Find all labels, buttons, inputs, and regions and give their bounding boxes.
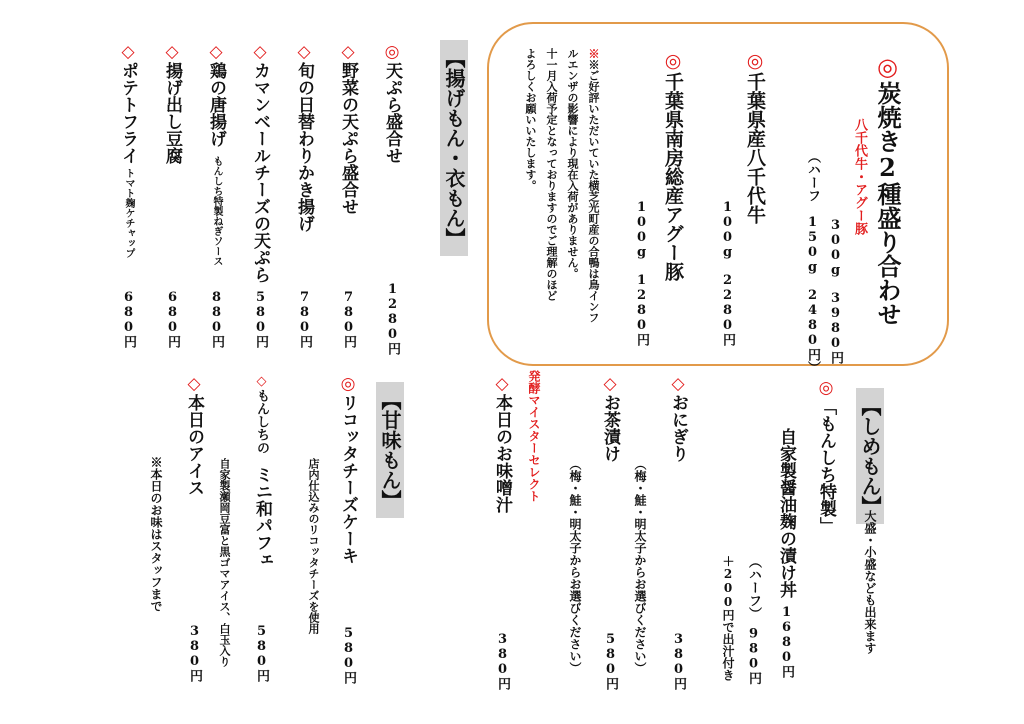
ricotta-price: 580円 (341, 626, 356, 684)
grill-half: （ハーフ 150g 2480円） (805, 150, 820, 374)
parfait: ミニ和パフェ (252, 466, 272, 568)
ice: ◇本日のアイス (184, 374, 204, 496)
agu-title: ◎千葉県南房総産アグー豚 (662, 50, 684, 281)
shime-special-name: 自家製醤油麹の漬け丼 (776, 428, 796, 598)
chazuke: ◇お茶漬け (600, 374, 620, 462)
fried-item-4: ◇カマンベールチーズの天ぷら (250, 42, 270, 283)
shime-special-extra: ＋200円で出汁付き (721, 555, 735, 681)
fried-note-5: もんしち特製ねぎソース (211, 156, 222, 266)
fried-price-2: 780円 (341, 290, 356, 348)
notice-line-2: ルエンザの影響により現在入荷がありません。 (566, 48, 579, 279)
shime-special-half: （ハーフ） 980円 (746, 555, 761, 685)
notice-line-3: 十一月入荷予定となっておりますのでご理解のほど (545, 48, 558, 301)
fried-item-3: ◇旬の日替わりかき揚げ (294, 42, 314, 232)
sweets-header: 【甘味もん】 (376, 382, 404, 518)
parfait-note: 自家製瀬岡豆富と黒ゴマアイス、白玉入り (218, 458, 231, 667)
onigiri: ◇おにぎり (668, 374, 688, 462)
miso: ◇本日のお味噌汁 (492, 374, 512, 513)
fried-header: 【揚げもん・衣もん】 (440, 40, 468, 256)
fried-price-5: 880円 (209, 290, 224, 348)
fried-price-4: 580円 (253, 290, 268, 348)
onigiri-price: 380円 (671, 632, 686, 690)
ice-note: ※本日のお味はスタッフまで (149, 456, 163, 612)
chazuke-price: 580円 (603, 632, 618, 690)
fried-note-7: トマト麹ケチャップ (123, 168, 134, 258)
grill-subtitle: 八千代牛・アグー豚 (852, 118, 867, 235)
notice-line-4: よろしくお願いいたします。 (524, 48, 537, 191)
ricotta: ◎リコッタチーズケーキ (338, 374, 358, 564)
fried-item-7: ◇ポテトフライ (118, 42, 138, 164)
chazuke-choice: （梅・鮭・明太子からお選びください） (568, 458, 582, 674)
fried-item-6: ◇揚げ出し豆腐 (162, 42, 182, 164)
fried-item-5: ◇鶏の唐揚げ (206, 42, 226, 147)
fried-price-6: 680円 (165, 290, 180, 348)
parfait-prefix: ◇もんしちの (254, 374, 269, 454)
fried-item-2: ◇野菜の天ぷら盛合せ (338, 42, 358, 215)
fried-price-7: 680円 (121, 290, 136, 348)
grill-title: ◎炭焼き2種盛り合わせ (873, 52, 902, 326)
shime-special-note: 大盛・小盛なども出来ます (863, 510, 877, 654)
grill-size: 300g 3980円 (828, 218, 843, 364)
fried-price-1: 1280円 (385, 282, 400, 355)
agu-size: 100g 1280円 (634, 200, 649, 346)
shime-special-price: 1680円 (779, 605, 794, 678)
parfait-price: 580円 (254, 624, 269, 682)
miso-label: 発酵マイスターセレクト (527, 370, 541, 502)
yachiyo-title: ◎千葉県産八千代牛 (744, 50, 766, 224)
fried-item-1: ◎天ぷら盛合せ (382, 42, 402, 164)
notice-line-1: ※※ご好評いただいていた横芝光町産の合鴨は鳥インフ (587, 48, 600, 323)
shime-header: 【しめもん】 (856, 388, 884, 524)
fried-price-3: 780円 (297, 290, 312, 348)
shime-special-title: ◎「もんしち特製」 (816, 378, 836, 534)
yachiyo-size: 100g 2280円 (720, 200, 735, 346)
ice-price: 380円 (187, 624, 202, 682)
miso-price: 380円 (495, 632, 510, 690)
ricotta-note: 店内仕込みのリコッタチーズを使用 (307, 458, 320, 634)
onigiri-choice: （梅・鮭・明太子からお選びください） (633, 458, 647, 674)
